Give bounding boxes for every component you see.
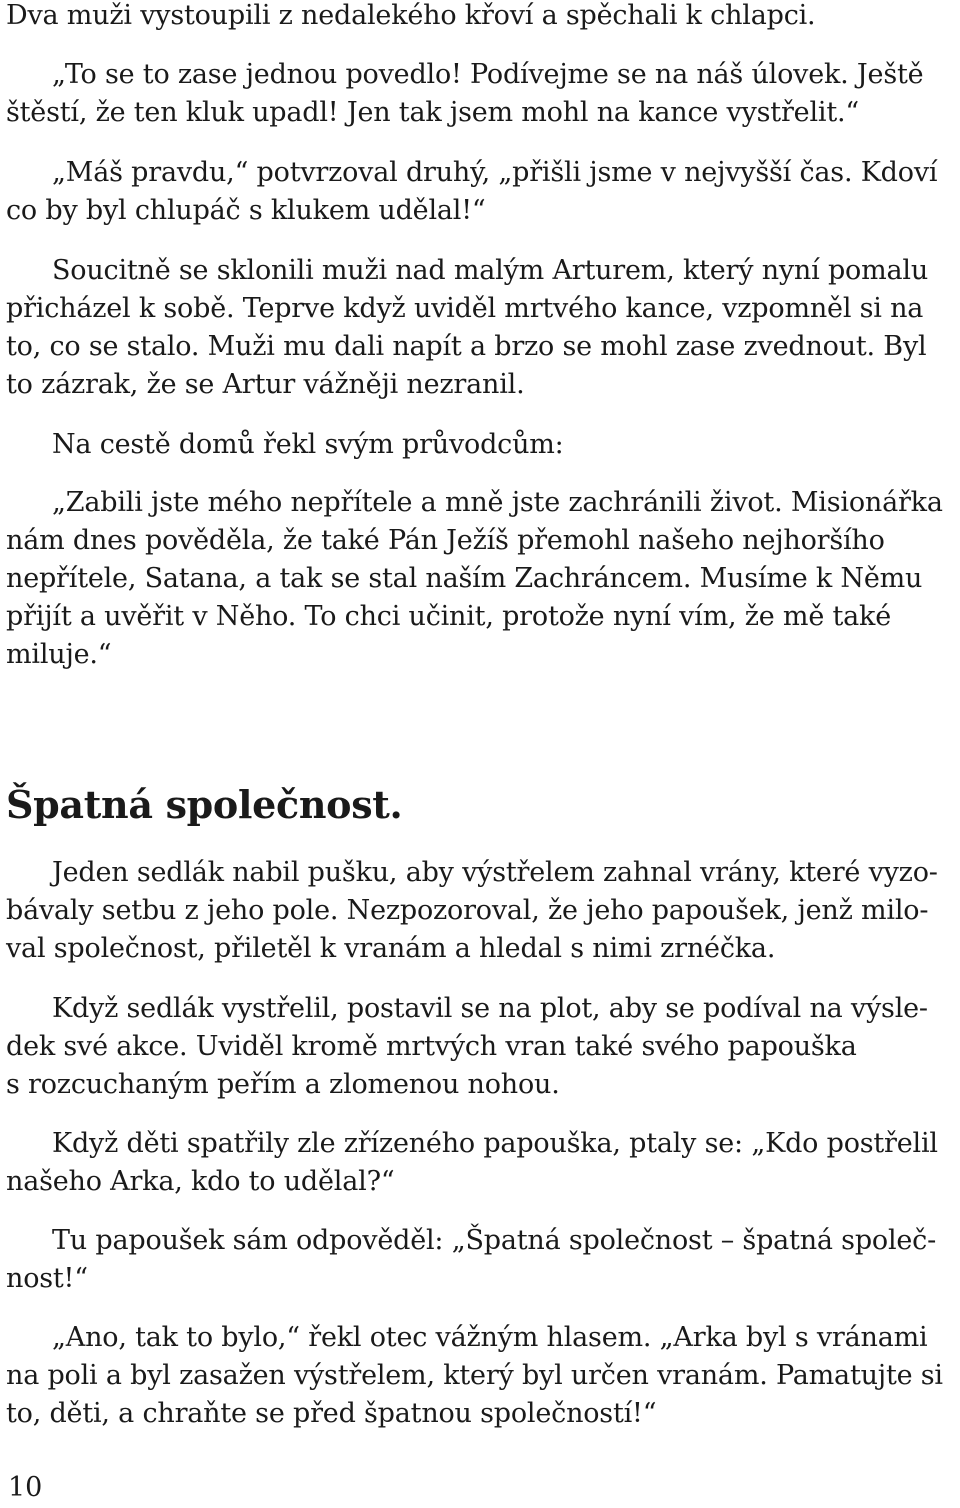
text-line: přijít a uvěřit v Něho. To chci učinit, protože nyní vím, že mě také: [6, 601, 891, 632]
section-heading: Špatná společnost.: [6, 782, 403, 827]
text-line: Tu papoušek sám odpověděl: „Špatná společnost – špatná společ-: [52, 1225, 937, 1256]
text-line: bávaly setbu z jeho pole. Nezpozoroval, že jeho papoušek, jenž milo-: [6, 895, 929, 926]
text-line: „To se to zase jednou povedlo! Podívejme se na náš úlovek. Ještě: [52, 59, 924, 90]
text-line: to zázrak, že se Artur vážněji nezranil.: [6, 369, 525, 400]
text-line: „Ano, tak to bylo,“ řekl otec vážným hlasem. „Arka byl s vránami: [52, 1322, 928, 1353]
text-line: Na cestě domů řekl svým průvodcům:: [52, 429, 564, 460]
text-line: přicházel k sobě. Teprve když uviděl mrtvého kance, vzpomněl si na: [6, 293, 924, 324]
text-line: Soucitně se sklonili muži nad malým Arturem, který nyní pomalu: [52, 255, 929, 286]
text-line: „Máš pravdu,“ potvrzoval druhý, „přišli jsme v nejvyšší čas. Kdoví: [52, 157, 938, 188]
text-line: Dva muži vystoupili z nedalekého křoví a spěchali k chlapci.: [6, 0, 816, 31]
text-line: nám dnes pověděla, že také Pán Ježíš přemohl našeho nejhoršího: [6, 525, 885, 556]
text-line: dek své akce. Uviděl kromě mrtvých vran také svého papouška: [6, 1031, 857, 1062]
text-line: Když sedlák vystřelil, postavil se na plot, aby se podíval na výsle-: [52, 993, 928, 1024]
text-line: co by byl chlupáč s klukem udělal!“: [6, 195, 486, 226]
text-line: nost!“: [6, 1263, 88, 1294]
page-number: 10: [8, 1472, 43, 1503]
book-page: [6, 0, 956, 1504]
text-line: to, děti, a chraňte se před špatnou společností!“: [6, 1398, 657, 1429]
text-line: to, co se stalo. Muži mu dali napít a brzo se mohl zase zvednout. Byl: [6, 331, 927, 362]
text-line: Když děti spatřily zle zřízeného papouška, ptaly se: „Kdo postřelil: [52, 1128, 938, 1159]
text-line: našeho Arka, kdo to udělal?“: [6, 1166, 395, 1197]
text-line: na poli a byl zasažen výstřelem, který byl určen vranám. Pamatujte si: [6, 1360, 943, 1391]
text-line: nepřítele, Satana, a tak se stal naším Zachráncem. Musíme k Němu: [6, 563, 923, 594]
text-line: „Zabili jste mého nepřítele a mně jste zachránili život. Misionářka: [52, 487, 943, 518]
text-line: val společnost, přiletěl k vranám a hledal s nimi zrnéčka.: [6, 933, 776, 964]
text-line: miluje.“: [6, 639, 112, 670]
text-line: Jeden sedlák nabil pušku, aby výstřelem zahnal vrány, které vyzo-: [52, 857, 938, 888]
text-line: štěstí, že ten kluk upadl! Jen tak jsem mohl na kance vystřelit.“: [6, 97, 859, 128]
text-line: s rozcuchaným peřím a zlomenou nohou.: [6, 1069, 560, 1100]
